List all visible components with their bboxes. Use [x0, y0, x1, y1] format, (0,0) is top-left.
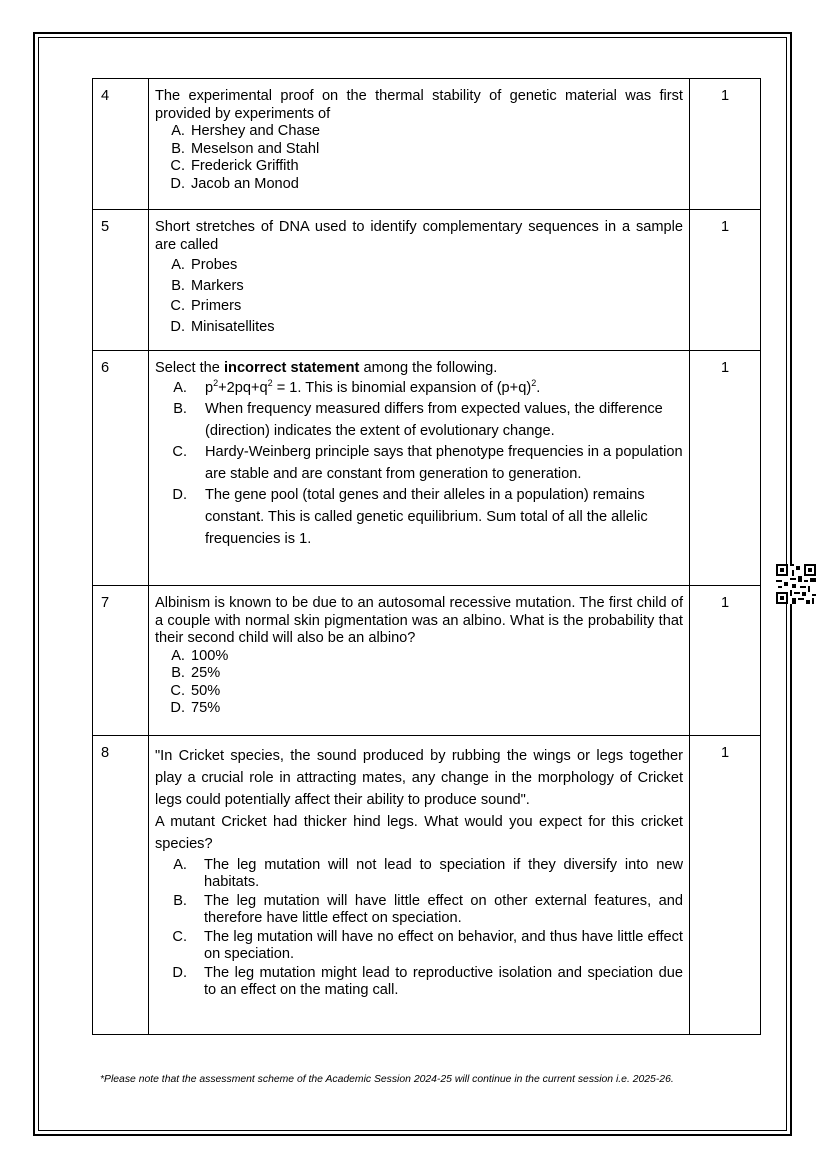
question-stem: The experimental proof on the thermal stability of genetic material was first provided by experiments of	[155, 88, 683, 122]
option: A. The leg mutation will not lead to speciation if they diversify into new habitats.	[173, 857, 683, 890]
option: D. The leg mutation might lead to reproductive isolation and speciation due to an effect on the mating call.	[172, 965, 683, 998]
question-number: 7	[93, 586, 149, 736]
question-number: 5	[93, 210, 149, 351]
question-marks: 1	[690, 736, 761, 1035]
question-row	[93, 586, 761, 736]
question-stem: Short stretches of DNA used to identify complementary sequences in a sample are called	[155, 219, 683, 253]
questions-table	[92, 78, 761, 1035]
question-body	[149, 79, 690, 210]
question-number: 6	[93, 351, 149, 586]
option: C. Primers	[170, 298, 242, 314]
question-marks: 1	[690, 586, 761, 736]
option: A. Probes	[171, 257, 238, 273]
emphasis: incorrect statement	[223, 360, 360, 376]
qr-code-icon	[776, 564, 816, 604]
question-stem: Select the incorrect statement among the following.	[155, 360, 498, 376]
footnote: *Please note that the assessment scheme of the Academic Session 2024-25 will continue in the current session i.e. 2025-26.	[100, 1074, 674, 1085]
option: D. The gene pool (total genes and their alleles in a population) remains constant. This is called genetic equilibrium. Sum total of all the allelic frequencies is 1.	[172, 487, 648, 547]
option: C. Hardy-Weinberg principle says that phenotype frequencies in a population are stable and are constant from generation to generation.	[172, 444, 683, 482]
option: D. 75%	[170, 700, 221, 716]
question-body	[149, 351, 690, 586]
question-number: 4	[93, 79, 149, 210]
option: B. Markers	[171, 277, 244, 294]
option: B. The leg mutation will have little effect on other external features, and therefore have little effect on speciation.	[173, 893, 683, 926]
question-marks: 1	[690, 79, 761, 210]
question-body	[149, 736, 690, 1035]
question-stem: A mutant Cricket had thicker hind legs. What would you expect for this cricket species?	[155, 814, 683, 852]
question-row	[93, 79, 761, 210]
option: D. Jacob an Monod	[170, 175, 299, 192]
option: C. 50%	[170, 682, 221, 699]
option: B. When frequency measured differs from expected values, the difference (direction) indicates the extent of evolutionary change.	[173, 401, 663, 439]
question-body	[149, 210, 690, 351]
option: D. Minisatellites	[170, 318, 275, 335]
option: B. Meselson and Stahl	[171, 140, 320, 157]
option: C. Frederick Griffith	[170, 158, 299, 174]
option: A. 100%	[171, 647, 229, 664]
option: B. 25%	[171, 665, 221, 681]
question-quote: "In Cricket species, the sound produced by rubbing the wings or legs together play a crucial role in attracting mates, any change in the morphology of Cricket legs could potentially affect their ability to produce sound".	[155, 748, 683, 808]
question-marks: 1	[690, 210, 761, 351]
question-stem: Albinism is known to be due to an autosomal recessive mutation. The first child of a couple with normal skin pigmentation was an albino. What is the probability that their second child will also be an albino?	[155, 595, 683, 646]
question-marks: 1	[690, 351, 761, 586]
question-row	[93, 210, 761, 351]
option: A. $p^2+2pq+q^2 = 1$. This is binomial expansion of $(p+q)^2$.	[173, 377, 541, 396]
option: C. The leg mutation will have no effect on behavior, and thus have little effect on speciation.	[172, 929, 683, 962]
option: A. Hershey and Chase	[171, 123, 320, 139]
question-row	[93, 736, 761, 1035]
question-row	[93, 351, 761, 586]
question-number: 8	[93, 736, 149, 1035]
question-body	[149, 586, 690, 736]
